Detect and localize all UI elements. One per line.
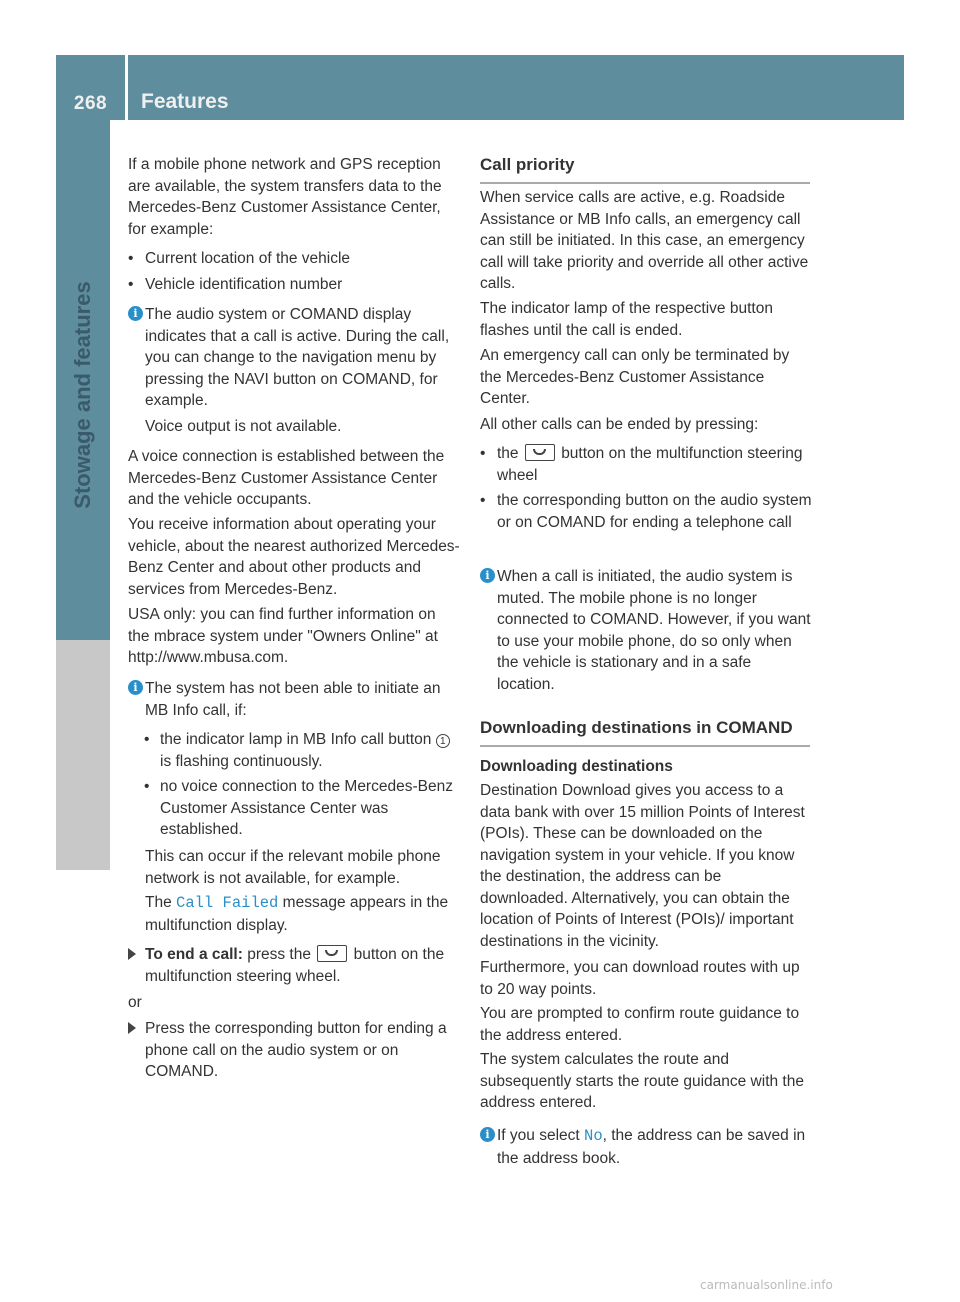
section-heading: Downloading destinations in COMAND (480, 717, 810, 747)
info-icon: i (128, 306, 143, 321)
text: press the (247, 946, 311, 963)
bullet: • (480, 445, 486, 462)
info-icon: i (480, 568, 495, 583)
paragraph: A voice connection is established between the Mercedes-Benz Customer Assistance Center and the vehicle occupants. (128, 448, 445, 508)
paragraph: You receive information about operating your vehicle, about the nearest authorized Mercedes-Benz Center and about other products and services from Mercedes-Benz. (128, 516, 460, 598)
info-note (128, 678, 460, 721)
list-item-text: the (497, 445, 519, 462)
paragraph: The indicator lamp of the respective button flashes until the call is ended. (480, 300, 773, 339)
paragraph: USA only: you can find further information on the mbrace system under "Owners Online" at http://www.mbusa.com. (128, 606, 438, 666)
hang-up-phone-icon (525, 444, 555, 461)
header-divider (125, 55, 128, 120)
info-note-text: , the address can be saved in the address book. (497, 1127, 806, 1167)
info-note (480, 1125, 812, 1169)
side-tab-gray (56, 640, 110, 870)
display-message: No (584, 1127, 603, 1145)
button-number-icon: 1 (436, 734, 450, 748)
subheading: Downloading destinations (480, 758, 673, 775)
text: Press the corresponding button for ending a phone call on the audio system or on COMAND. (145, 1020, 447, 1080)
instruction-step (128, 1018, 460, 1083)
info-note-text: This can occur if the relevant mobile phone network is not available, for example. (145, 848, 441, 887)
or-text: or (128, 994, 142, 1011)
hang-up-phone-icon (317, 945, 347, 962)
text: button on the multifunction steering wheel. (145, 946, 445, 985)
page-number: 268 (73, 93, 108, 114)
step-arrow-icon (128, 1022, 136, 1034)
list-item-text: the indicator lamp in MB Info call button (160, 731, 432, 748)
paragraph: If a mobile phone network and GPS reception are available, the system transfers data to the Mercedes-Benz Customer Assistance Center, for example: (128, 156, 442, 238)
paragraph: You are prompted to confirm route guidance to the address entered. (480, 1005, 800, 1044)
step-arrow-icon (128, 948, 136, 960)
list-item (128, 729, 460, 772)
info-note-text: The system has not been able to initiate an MB Info call, if: (145, 680, 441, 719)
list-item-text: the corresponding button on the audio system or on COMAND for ending a telephone call (497, 492, 812, 531)
list-item (128, 248, 460, 270)
paragraph: Destination Download gives you access to a data bank with over 15 million Points of Interest (POIs). These can be downloaded on the navigation system in your vehicle. If you know the destination, the address can be downloaded. Alternatively, you can obtain the location of Points of Interest (POIs)/ important destinations in the vicinity. (480, 782, 805, 950)
bullet: • (128, 250, 134, 267)
watermark: carmanualsonline.info (700, 1278, 833, 1292)
info-note-text (128, 892, 460, 936)
info-note-text: If you select (497, 1127, 580, 1144)
paragraph: The system calculates the route and subsequently starts the route guidance with the address entered. (480, 1051, 804, 1111)
paragraph: All other calls can be ended by pressing: (480, 416, 759, 433)
info-note-text: Voice output is not available. (145, 418, 342, 435)
paragraph: When service calls are active, e.g. Roadside Assistance or MB Info calls, an emergency call can still be initiated. In this case, an emergency call will take priority and override all other active calls. (480, 189, 809, 292)
list-item-text: Vehicle identification number (145, 276, 343, 293)
info-note-text: When a call is initiated, the audio system is muted. The mobile phone is no longer connected to COMAND. However, if you want to use your mobile phone, do so only when the vehicle is stationary and in a safe location. (497, 568, 811, 693)
paragraph: Furthermore, you can download routes with up to 20 way points. (480, 959, 800, 998)
bullet: • (144, 778, 150, 795)
display-message: Call Failed (176, 894, 279, 912)
instruction-step (128, 944, 460, 987)
list-item-text: Current location of the vehicle (145, 250, 351, 267)
step-label: To end a call: (145, 946, 243, 963)
section-heading: Call priority (480, 154, 810, 184)
info-icon: i (480, 1127, 495, 1142)
info-note (128, 304, 460, 412)
info-note (480, 566, 812, 695)
bullet: • (480, 492, 486, 509)
section-title: Features (141, 90, 229, 113)
list-item (128, 776, 460, 841)
info-icon: i (128, 680, 143, 695)
bullet: • (128, 276, 134, 293)
text: The (145, 894, 172, 911)
paragraph: An emergency call can only be terminated by the Mercedes-Benz Customer Assistance Center. (480, 347, 790, 407)
bullet: • (144, 731, 150, 748)
list-item (128, 274, 460, 296)
list-item-text: is flashing continuously. (160, 752, 323, 770)
chapter-label: Stowage and features (70, 281, 95, 509)
info-note-text: The audio system or COMAND display indicates that a call is active. During the call, you can change to the navigation menu by pressing the NAVI button on COMAND, for example. (145, 306, 450, 409)
list-item-text: button on the multifunction steering wheel (497, 445, 803, 484)
text: message appears in the multifunction display. (145, 894, 449, 934)
list-item (480, 490, 812, 533)
list-item (480, 443, 812, 486)
list-item-text: no voice connection to the Mercedes-Benz Customer Assistance Center was established. (160, 778, 453, 838)
